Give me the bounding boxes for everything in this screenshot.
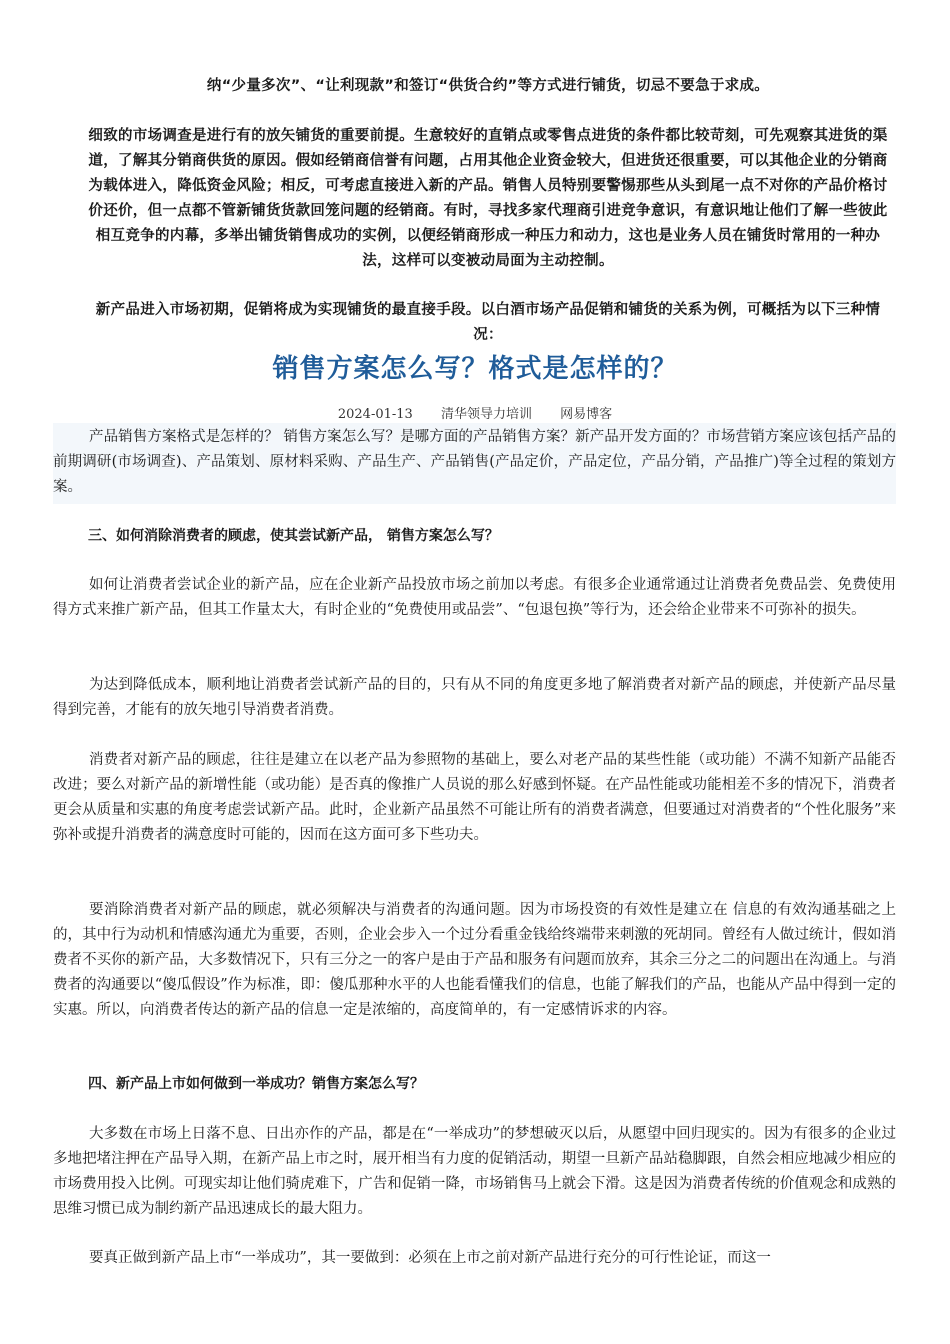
section-heading-4: 四、新产品上市如何做到一举成功？销售方案怎么写？ [88, 1076, 424, 1092]
paragraph-6: 要真正做到新产品上市“一举成功”，其一要做到：必须在上市之前对新产品进行充分的可行性论证，而这一 [89, 1250, 771, 1266]
bold-paragraph-2: 细致的市场调查是进行有的放矢铺货的重要前提。生意较好的直销点或零售点进货的条件都比较苛刻，可先观察其进货的渠道，了解其分销商供货的原因。假如经销商信誉有问题，占用其他企业资金较大，但进货还很重要，可以其他企业的分销商为载体进入，降低资金风险；相反，可考虑直接进入新的产品。销售人员特别要警惕那些从头到尾一点不对你的产品价格讨价还价，但一点都不管新铺货货款回笼问题的经销商。有时，寻找多家代理商引进竞争意识，有意识地让他们了解一些彼此相互竞争的内幕，多举出铺货销售成功的实例，以便经销商形成一种压力和动力，这也是业务人员在铺货时常用的一种办法，这样可以变被动局面为主动控制。 [88, 128, 888, 269]
article-source: 网易博客 [560, 407, 613, 422]
paragraph-4: 要消除消费者对新产品的顾虑，就必须解决与消费者的沟通问题。因为市场投资的有效性是建立在 信息的有效沟通基础之上的，其中行为动机和情感沟通尤为重要，否则，企业会步入一个过分看重金钱给终端带来刺激的死胡同。曾经有人做过统计，假如消费者不买你的新产品，大多数情况下，只有三分之一的客户是由于产品和服务有问题而放弃，其余三分之二的问题出在沟通上。与消费者的沟通要以“傻瓜假设”作为标准，即：傻瓜那种水平的人也能看懂我们的信息，也能了解我们的产品，也能从产品中得到一定的实惠。所以，向消费者传达的新产品的信息一定是浓缩的，高度简单的，有一定感情诉求的内容。 [53, 902, 896, 1018]
section-heading-3: 三、如何消除消费者的顾虑，使其尝试新产品， 销售方案怎么写？ [88, 528, 499, 544]
paragraph-2: 为达到降低成本，顺利地让消费者尝试新产品的目的，只有从不同的角度更多地了解消费者对新产品的顾虑，并使新产品尽量得到完善，才能有的放矢地引导消费者消费。 [53, 677, 896, 718]
bold-paragraph-3: 新产品进入市场初期，促销将成为实现铺货的最直接手段。以白酒市场产品促销和铺货的关系为例，可概括为以下三种情况： [95, 302, 881, 343]
paragraph-5: 大多数在市场上日落不息、日出亦作的产品，都是在“一举成功”的梦想破灭以后，从愿望中回归现实的。因为有很多的企业过多地把堵注押在产品导入期，在新产品上市之时，展开相当有力度的促销活动，期望一旦新产品站稳脚跟，自然会相应地减少相应的市场费用投入比例。可现实却让他们骑虎难下，广告和促销一降，市场销售马上就会下滑。这是因为消费者传统的价值观念和成熟的思维习惯已成为制约新产品迅速成长的最大阻力。 [53, 1126, 896, 1217]
article-intro: 产品销售方案格式是怎样的？ 销售方案怎么写？是哪方面的产品销售方案？新产品开发方面的？市场营销方案应该包括产品的前期调研(市场调查)、产品策划、原材料采购、产品生产、产品销售(产品定价，产品定位，产品分销，产品推广)等全过程的策划方案。 [53, 423, 896, 504]
article-meta [0, 403, 950, 422]
paragraph-1: 如何让消费者尝试企业的新产品，应在企业新产品投放市场之前加以考虑。有很多企业通常通过让消费者免费品尝、免费使用得方式来推广新产品，但其工作量太大，有时企业的“免费使用或品尝”、“包退包换”等行为，还会给企业带来不可弥补的损失。 [53, 577, 896, 618]
article-date: 2024-01-13 [337, 407, 413, 422]
article-author: 清华领导力培训 [440, 407, 532, 422]
bold-paragraph-1: 纳“少量多次”、“让利现款”和签订“供货合约”等方式进行铺货，切忌不要急于求成。 [206, 78, 770, 94]
paragraph-3: 消费者对新产品的顾虑，往往是建立在以老产品为参照物的基础上，要么对老产品的某些性能（或功能）不满不知新产品能否改进；要么对新产品的新增性能（或功能）是否真的像推广人员说的那么好感到怀疑。在产品性能或功能相差不多的情况下，消费者更会从质量和实惠的角度考虑尝试新产品。此时，企业新产品虽然不可能让所有的消费者满意，但要通过对消费者的“个性化服务”来弥补或提升消费者的满意度时可能的，因而在这方面可多下些功夫。 [53, 752, 896, 843]
article-title: 销售方案怎么写？格式是怎样的？ [272, 354, 678, 384]
